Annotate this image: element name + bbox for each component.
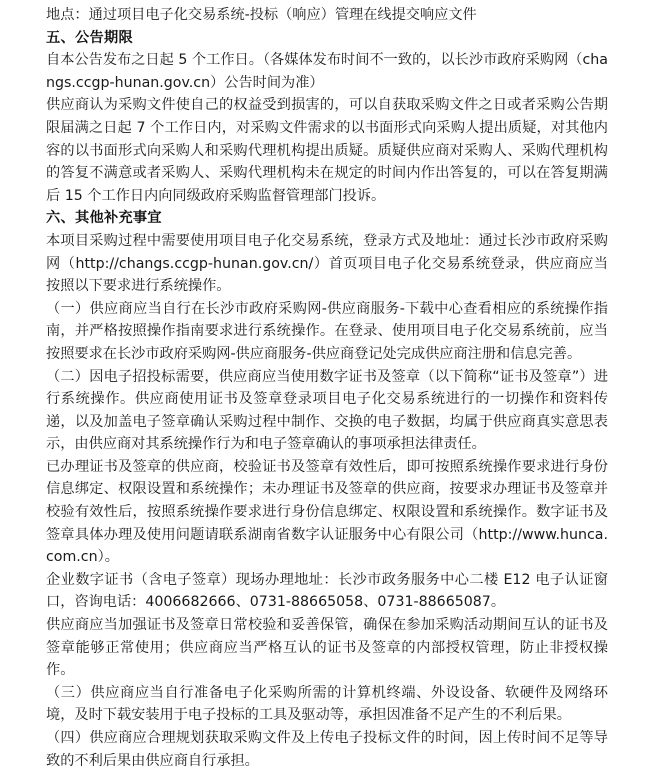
section-5-paragraph-1: 自本公告发布之日起 5 个工作日。（各媒体发布时间不一致的，以长沙市政府采购网（changs.ccgp-hunan.gov.cn）公告时间为准） <box>46 52 608 91</box>
section-6-paragraph-1: 本项目采购过程中需要使用项目电子化交易系统，登录方式及地址：通过长沙市政府采购网（http://changs.ccgp-hunan.gov.cn/）首页项目电子化交易系统登录，供应商应当按照以下要求进行系统操作。 <box>46 232 608 295</box>
section-6-item-4: （四）供应商应合理规划获取采购文件及上传电子投标文件的时间，因上传时间不足等导致的不利后果由供应商自行承担。 <box>46 730 608 769</box>
section-6-heading: 六、其他补充事宜 <box>46 210 162 227</box>
section-6-item-3: （三）供应商应当自行准备电子化采购所需的计算机终端、外设设备、软硬件及网络环境，及时下载安装用于电子投标的工具及驱动等，承担因准备不足产生的不利后果。 <box>46 684 608 724</box>
location-line: 地点：通过项目电子化交易系统-投标（响应）管理在线提交响应文件 <box>46 7 477 23</box>
section-5-paragraph-2: 供应商认为采购文件使自己的权益受到损害的，可以自获取采购文件之日或者采购公告期限届满之日起 7 个工作日内，对采购文件需求的以书面形式向采购人提出质疑，对其他内容的以书面形式向采购人和采购代理机构提出质疑。质疑供应商对采购人、采购代理机构的答复不满意或者采购人、采购代理机构未在规定的时间内作出答复的，可以在答复期满后 15 个工作日内向同级政府采购监督管理部门投诉。 <box>46 97 608 204</box>
section-6-paragraph-2: 已办理证书及签章的供应商，校验证书及签章有效性后，即可按照系统操作要求进行身份信息绑定、权限设置和系统操作；未办理证书及签章的供应商，按要求办理证书及签章并校验有效性后，按照系统操作要求进行身份信息绑定、权限设置和系统操作。数字证书及签章具体办理及使用问题请联系湖南省数字认证服务中心有限公司（http://www.hunca.com.cn）。 <box>46 458 608 566</box>
section-6-item-2: （二）因电子招投标需要，供应商应当使用数字证书及签章（以下简称“证书及签章”）进行系统操作。供应商使用证书及签章登录项目电子化交易系统进行的一切操作和资料传递，以及加盖电子签章确认采购过程中制作、交换的电子数据，均属于供应商真实意思表示，由供应商对其系统操作行为和电子签章确认的事项承担法律责任。 <box>46 368 608 453</box>
section-6-paragraph-3: 企业数字证书（含电子签章）现场办理地址：长沙市政务服务中心二楼 E12 电子认证窗口，咨询电话：4006682666、0731-88665058、0731-88665087。 <box>46 571 608 611</box>
section-5-heading: 五、公告期限 <box>46 29 133 46</box>
section-6-paragraph-4: 供应商应当加强证书及签章日常校验和妥善保管，确保在参加采购活动期间互认的证书及签章能够正常使用；供应商应当严格互认的证书及签章的内部授权管理，防止非授权操作。 <box>46 617 608 679</box>
section-6-item-1: （一）供应商应当自行在长沙市政府采购网-供应商服务-下载中心查看相应的系统操作指南，并严格按照操作指南要求进行系统操作。在登录、使用项目电子化交易系统前，应当按照要求在长沙市政府采购网-供应商服务-供应商登记处完成供应商注册和信息完善。 <box>46 300 608 362</box>
